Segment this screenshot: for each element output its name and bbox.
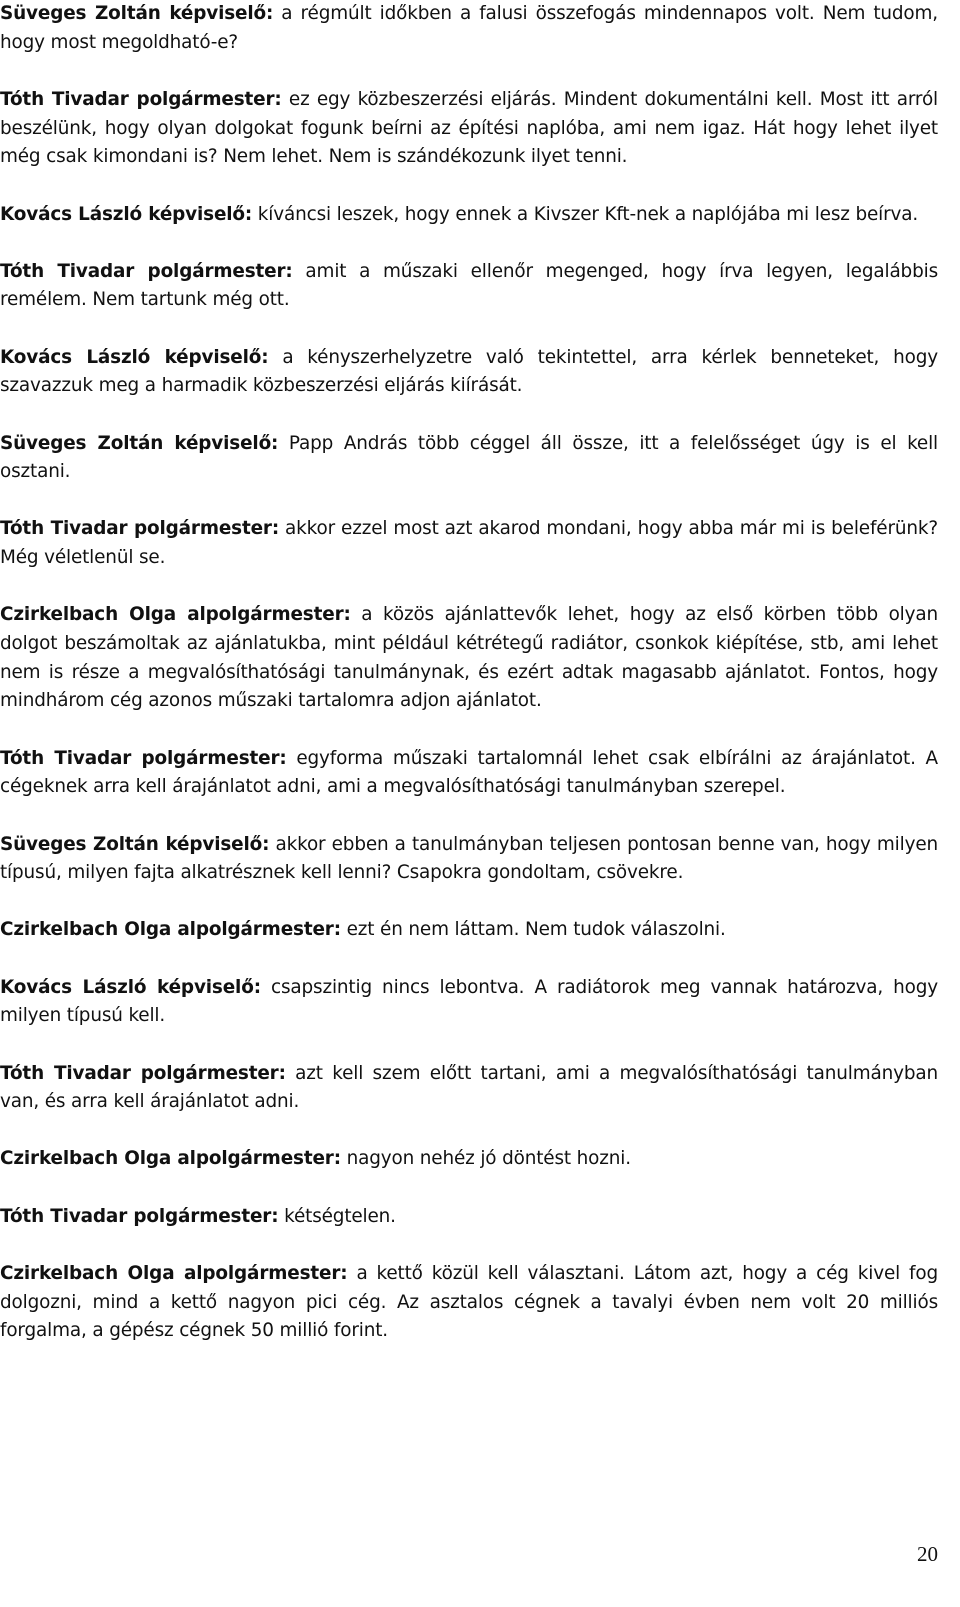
paragraph [0, 430, 938, 487]
speech-text: akkor ezzel most azt akarod mondani, hogy abba már mi is beleférünk? Még véletlenül se. [0, 518, 938, 569]
speech-text: kíváncsi leszek, hogy ennek a Kivszer Kft-nek a naplójába mi lesz beírva. [252, 203, 919, 225]
speaker-name: Kovács László képviselő: [0, 203, 253, 225]
paragraph [0, 1060, 938, 1117]
speech-text: ezt én nem láttam. Nem tudok válaszolni. [340, 919, 726, 941]
speaker-name: Süveges Zoltán képviselő: [0, 3, 274, 24]
speaker-name: Tóth Tivadar polgármester: [0, 1205, 279, 1227]
paragraph [0, 831, 938, 888]
paragraph [0, 0, 938, 57]
speech-text: csapszintig nincs lebontva. A radiátorok meg vannak határozva, hogy milyen típusú kell. [0, 976, 939, 1027]
paragraph [0, 916, 938, 945]
speech-text: ez egy közbeszerzési eljárás. Mindent dokumentálni kell. Most itt arról beszélünk, hogy olyan dolgokat fogunk beírni az építési naplóba, ami nem igaz. Hát hogy lehet ilyet még csak kimondani is? Nem lehet. Nem is szándékozunk ilyet tenni. [0, 88, 938, 168]
speech-text: a közös ajánlattevők lehet, hogy az első körben több olyan dolgot beszámoltak az ajánlatukba, mint például kétrétegű radiátor, csonkok kiépítése, stb, ami lehet nem is része a megvalósíthatósági tanulmánynak, és ezért adtak magasabb ajánlatot. Fontos, hogy mindhárom cég azonos műszaki tartalomra adjon ajánlatot. [0, 604, 939, 712]
speech-text: amit a műszaki ellenőr megenged, hogy írva legyen, legalábbis remélem. Nem tartunk még ott. [0, 260, 939, 311]
paragraph [0, 201, 938, 230]
speaker-name: Tóth Tivadar polgármester: [0, 88, 282, 110]
speaker-name: Tóth Tivadar polgármester: [0, 1062, 286, 1084]
paragraph [0, 1145, 938, 1174]
speaker-name: Czirkelbach Olga alpolgármester: [0, 1148, 341, 1170]
speech-text: akkor ebben a tanulmányban teljesen pontosan benne van, hogy milyen típusú, milyen fajta alkatrésznek kell lenni? Csapokra gondoltam, csövekre. [0, 833, 938, 884]
speech-text: nagyon nehéz jó döntést hozni. [340, 1148, 631, 1170]
page-number: 20 [917, 1542, 938, 1566]
speaker-name: Czirkelbach Olga alpolgármester: [0, 1262, 348, 1284]
speaker-name: Czirkelbach Olga alpolgármester: [0, 919, 341, 941]
speech-text: a kényszerhelyzetre való tekintettel, arra kérlek benneteket, hogy szavazzuk meg a harmadik közbeszerzési eljárás kiírását. [0, 346, 938, 397]
speaker-name: Süveges Zoltán képviselő: [0, 432, 279, 454]
paragraph [0, 86, 938, 172]
speaker-name: Süveges Zoltán képviselő: [0, 833, 270, 855]
paragraph [0, 344, 938, 401]
paragraph [0, 974, 938, 1031]
speaker-name: Kovács László képviselő: [0, 976, 261, 998]
paragraph [0, 601, 938, 716]
paragraph [0, 258, 938, 315]
speech-text: egyforma műszaki tartalomnál lehet csak elbírálni az árajánlatot. A cégeknek arra kell árajánlatot adni, ami a megvalósíthatósági tanulmányban szerepel. [0, 747, 938, 798]
paragraph [0, 515, 938, 572]
speaker-name: Tóth Tivadar polgármester: [0, 518, 280, 540]
speaker-name: Tóth Tivadar polgármester: [0, 260, 293, 282]
speaker-name: Tóth Tivadar polgármester: [0, 747, 287, 769]
speech-text: a régmúlt időkben a falusi összefogás mindennapos volt. Nem tudom, hogy most megoldható-e? [0, 3, 938, 53]
speech-text: kétségtelen. [278, 1205, 396, 1227]
speech-text: a kettő közül kell választani. Látom azt, hogy a cég kivel fog dolgozni, mind a kettő nagyon pici cég. Az asztalos cégnek a tavalyi évben nem volt 20 milliós forgalma, a gépész cégnek 50 millió forint. [0, 1262, 938, 1342]
paragraph [0, 1260, 938, 1346]
speech-text: azt kell szem előtt tartani, ami a megvalósíthatósági tanulmányban van, és arra kell árajánlatot adni. [0, 1062, 938, 1113]
paragraph [0, 745, 938, 802]
speaker-name: Kovács László képviselő: [0, 346, 269, 368]
speech-text: Papp András több céggel áll össze, itt a felelősséget úgy is el kell osztani. [0, 432, 939, 483]
paragraph [0, 1203, 938, 1232]
speaker-name: Czirkelbach Olga alpolgármester: [0, 604, 351, 626]
